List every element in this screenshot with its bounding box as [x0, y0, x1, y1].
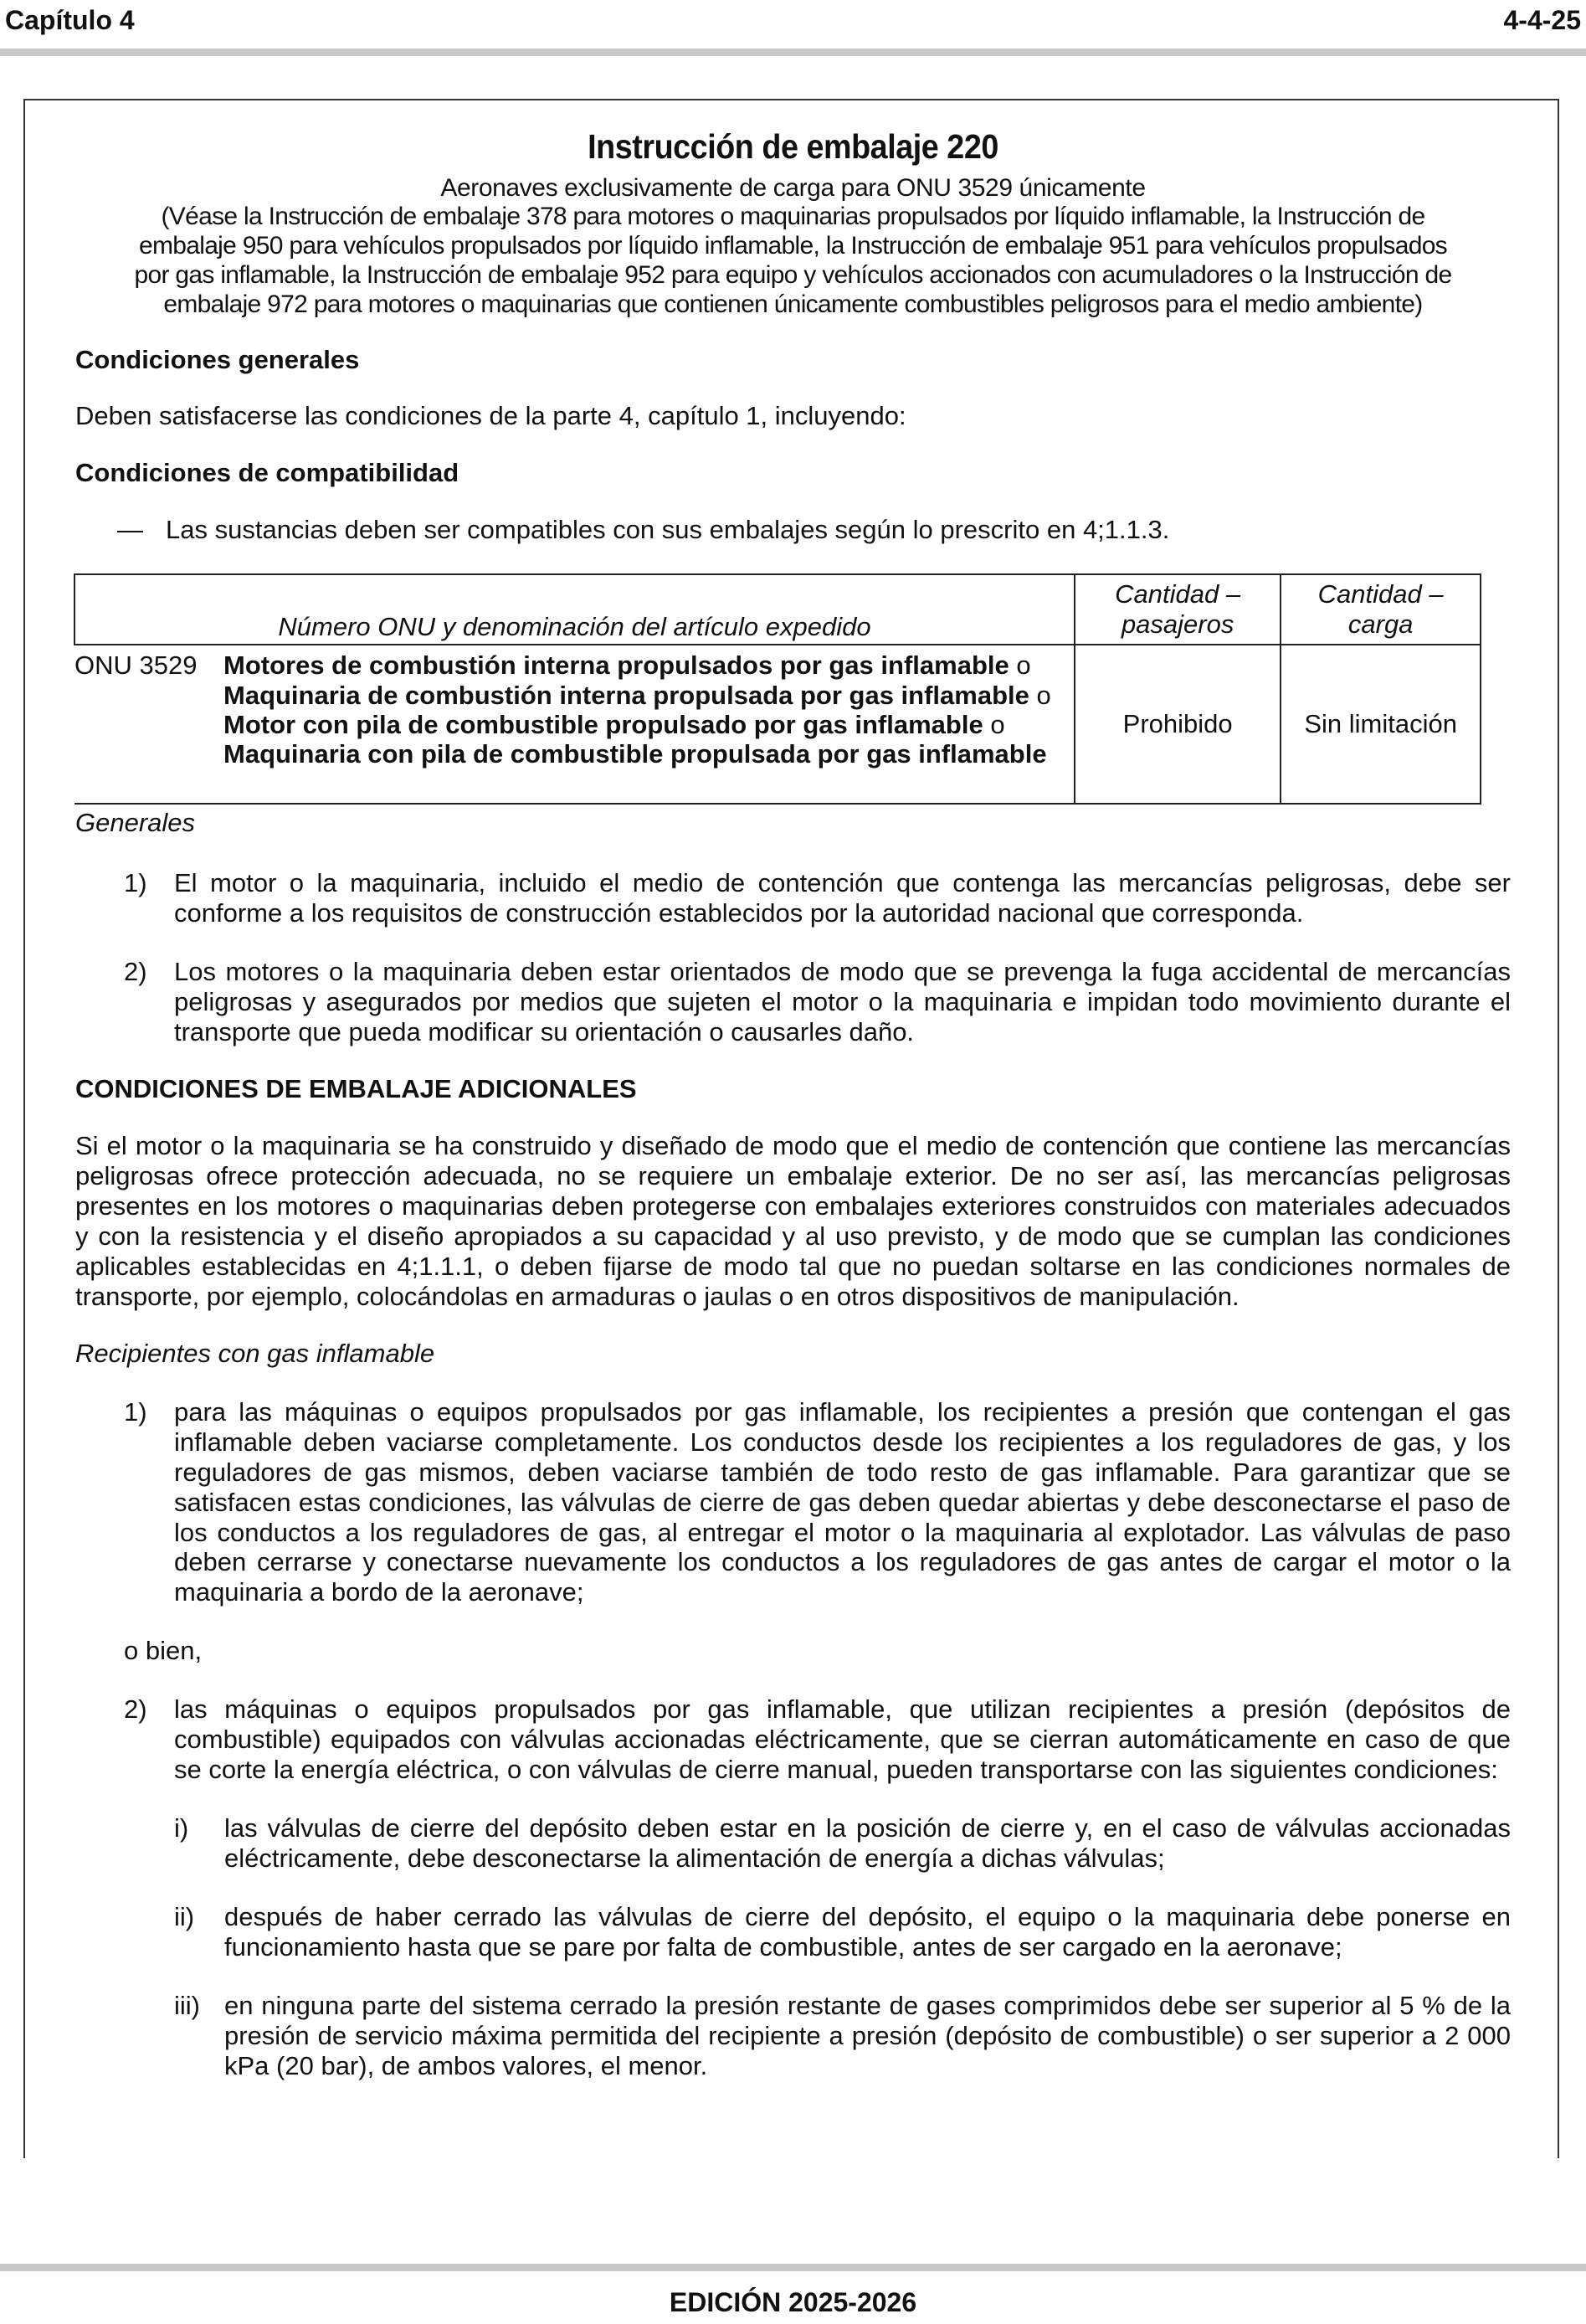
item-text: después de haber cerrado las válvulas de cierre del depósito, el equipo o la maquinaria debe ponerse en funcionamiento hasta que se pare por falta de combustible, antes de ser cargado en la aeronave; — [224, 1902, 1511, 1962]
page-number: 4-4-25 — [1503, 5, 1581, 35]
dash-bullet: — — [117, 515, 143, 545]
footer-rule — [0, 2264, 1586, 2271]
table-header-row — [74, 574, 1481, 645]
item-number: 2) — [124, 957, 147, 987]
list-item — [124, 957, 1511, 1047]
col-header-cargo: Cantidad – carga — [1281, 574, 1481, 645]
additional-text: Si el motor o la maquinaria se ha construido y diseñado de modo que el medio de contención que contiene las mercancías peligrosas ofrece protección adecuada, no se requiere un embalaje exterior. De no ser así, las mercancías peligrosas presentes en los motores o maquinarias deben protegerse con embalajes exteriores construidos con materiales adecuados y con la resistencia y el diseño apropiados a su capacidad y al uso previsto, y de modo que se cumplan las condiciones aplicables establecidas en 4;1.1.1, o deben fijarse de modo tal que no puedan soltarse en las condiciones normales de transporte, por ejemplo, colocándolas en armaduras o jaulas o en otros dispositivos de manipulación. — [75, 1131, 1511, 1311]
item-number: 1) — [124, 868, 147, 898]
generales-label: Generales — [75, 808, 196, 838]
compat-heading: Condiciones de compatibilidad — [75, 458, 459, 488]
onu-table — [74, 573, 1481, 805]
sub-list-item — [174, 1902, 1511, 1962]
general-text: Deben satisfacerse las condiciones de la parte 4, capítulo 1, incluyendo: — [75, 401, 906, 431]
onu-number: ONU 3529 — [74, 650, 198, 681]
item-number: i) — [174, 1813, 189, 1843]
name-part: Motores de combustión interna propulsados por gas inflamable — [223, 650, 1009, 681]
name-part: Maquinaria con pila de combustible propulsada por gas inflamable — [223, 739, 1047, 769]
list-item — [124, 1694, 1511, 1785]
general-heading: Condiciones generales — [75, 344, 360, 374]
item-number: 1) — [124, 1396, 147, 1427]
item-text: en ninguna parte del sistema cerrado la presión restante de gases comprimidos debe ser superior al 5 % de la presión de servicio máxima permitida del recipiente a presión (depósito de combustible) o ser superior a 2 000 kPa (20 bar), de ambos valores, el menor. — [224, 1990, 1511, 2080]
subtitle-note-line: por gas inflamable, la Instrucción de embalaje 952 para equipo y vehículos accionados con acumuladores o la Instrucción de — [134, 260, 1452, 289]
onu-cell — [74, 645, 1075, 804]
list-item — [124, 868, 1511, 928]
name-part: o — [983, 710, 1005, 739]
item-text: las válvulas de cierre del depósito deben estar en la posición de cierre y, en el caso de válvulas accionadas eléctricamente, debe desconectarse la alimentación de energía a dichas válvulas; — [224, 1813, 1511, 1874]
name-part: o — [1009, 650, 1031, 681]
name-part: Maquinaria de combustión interna propulsada por gas inflamable — [223, 680, 1029, 710]
item-text: las máquinas o equipos propulsados por gas inflamable, que utilizan recipientes a presión (depósitos de combustible) equipados con válvulas accionadas eléctricamente, que se cierran automáticamente en caso de que se corte la energía eléctrica, o con válvulas de cierre manual, pueden transportarse con las siguientes condiciones: — [174, 1694, 1511, 1785]
header-rule — [0, 49, 1586, 56]
compat-text: Las sustancias deben ser compatibles con sus embalajes según lo prescrito en 4;1.1.3. — [166, 515, 1170, 545]
list-item — [124, 1397, 1511, 1608]
page-content — [75, 127, 1511, 2081]
sub-list-item — [174, 1813, 1511, 1874]
item-number: 2) — [124, 1694, 147, 1725]
subtitle-note-line: embalaje 972 para motores o maquinarias que contienen únicamente combustibles peligrosos para el medio ambiente) — [163, 290, 1423, 318]
col-header-passengers: Cantidad – pasajeros — [1075, 574, 1281, 645]
subtitle-note-line: (Véase la Instrucción de embalaje 378 para motores o maquinarias propulsados por líquido inflamable, la Instrucción de — [161, 203, 1425, 231]
page-title: Instrucción de embalaje 220 — [588, 127, 998, 166]
item-text: Los motores o la maquinaria deben estar orientados de modo que se prevenga la fuga accidental de mercancías peligrosas y asegurados por medios que sujeten el motor o la maquinaria e impidan todo movimiento durante el transporte que pueda modificar su orientación o causarles daño. — [174, 957, 1511, 1047]
item-text: El motor o la maquinaria, incluido el medio de contención que contenga las mercancías peligrosas, debe ser conforme a los requisitos de construcción establecidos por la autoridad nacional que corresponda. — [174, 868, 1511, 928]
or-text: o bien, — [124, 1636, 203, 1666]
chapter-label: Capítulo 4 — [5, 5, 135, 35]
item-text: para las máquinas o equipos propulsados por gas inflamable, los recipientes a presión que contengan el gas inflamable deben vaciarse completamente. Los conductos desde los recipientes a los reguladores de gas, y los reguladores de gas mismos, deben vaciarse también de todo resto de gas inflamable. Para garantizar que se satisfacen estas condiciones, las válvulas de cierre de gas deben quedar abiertas y debe desconectarse el paso de los conductos a los reguladores de gas, al entregar el motor o la maquinaria al explotador. Las válvulas de paso deben cerrarse y conectarse nuevamente los conductos a los reguladores de gas antes de cargar el motor o la maquinaria a bordo de la aeronave; — [174, 1396, 1511, 1607]
cargo-quantity: Sin limitación — [1281, 645, 1481, 804]
compat-item — [75, 515, 1511, 545]
passenger-quantity: Prohibido — [1075, 645, 1281, 804]
col-header-name: Número ONU y denominación del artículo expedido — [74, 574, 1075, 645]
subtitle-note-line: embalaje 950 para vehículos propulsados por líquido inflamable, la Instrucción de embalaje 951 para vehículos propulsados — [138, 232, 1447, 260]
recipients-heading: Recipientes con gas inflamable — [75, 1338, 435, 1368]
name-part: o — [1029, 680, 1051, 710]
item-number: ii) — [174, 1902, 195, 1932]
name-part: Motor con pila de combustible propulsado por gas inflamable — [223, 710, 983, 739]
item-number: iii) — [174, 1990, 200, 2020]
additional-heading: CONDICIONES DE EMBALAJE ADICIONALES — [75, 1074, 637, 1104]
edition-footer: EDICIÓN 2025-2026 — [669, 2287, 917, 2317]
subtitle: Aeronaves exclusivamente de carga para ONU 3529 únicamente — [440, 173, 1146, 202]
sub-list-item — [174, 1991, 1511, 2081]
onu-shipping-name — [223, 650, 1069, 769]
table-row — [74, 645, 1481, 804]
